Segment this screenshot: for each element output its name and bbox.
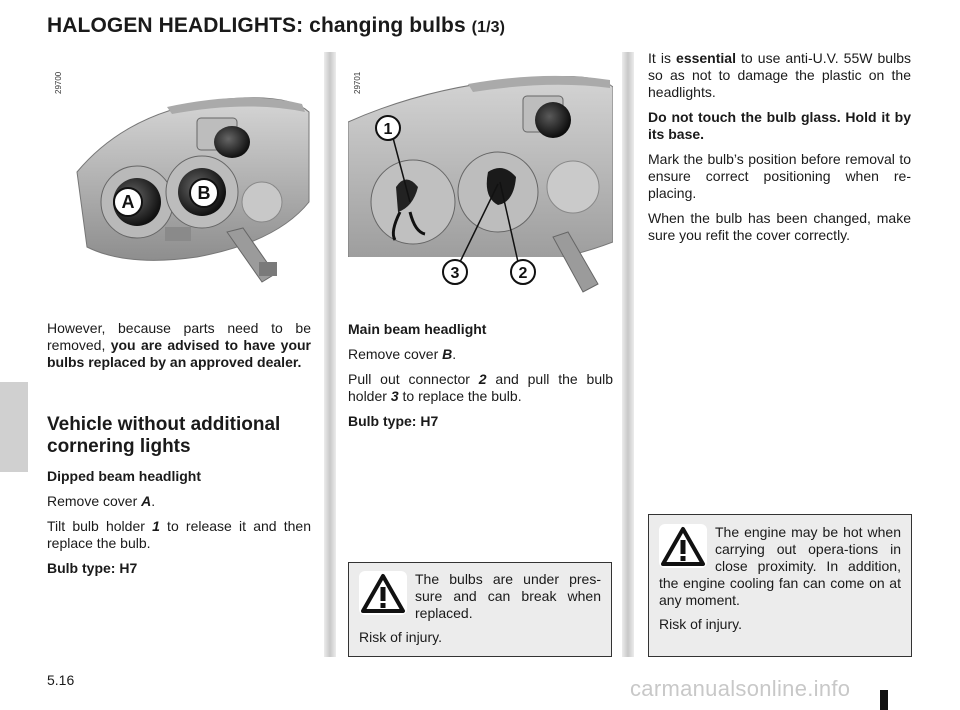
dipped-beam-section (47, 468, 311, 585)
column-divider-left (324, 52, 336, 657)
main-bulb-type: Bulb type: H7 (348, 413, 439, 429)
warning-triangle-icon (359, 571, 407, 615)
main-pull-1: Pull out connector (348, 371, 479, 387)
warning-bulbs-risk: Risk of injury. (359, 629, 442, 645)
dipped-tilt-suffix: to release it and then replace the bulb. (47, 518, 311, 551)
warning-engine-risk: Risk of injury. (659, 616, 742, 632)
dipped-bulb-type: Bulb type: H7 (47, 560, 138, 576)
callout-lines-middle (348, 52, 613, 302)
main-pull-2: and pull the bulb holder (348, 371, 614, 404)
page-number: 5.16 (47, 672, 75, 688)
dipped-remove-suffix: . (151, 493, 156, 509)
main-pull-ref1: 2 (478, 371, 487, 387)
mark-position-paragraph: Mark the bulb’s position before removal to ensure correct positioning when re-placing. (648, 151, 911, 201)
column-3-text (648, 50, 911, 252)
main-remove-suffix: . (452, 346, 457, 362)
dipped-beam-title: Dipped beam headlight (47, 468, 202, 484)
intro-paragraph (47, 320, 311, 371)
main-pull-3: to replace the bulb. (398, 388, 522, 404)
label-1-text: 1 (383, 121, 393, 138)
main-remove-prefix: Remove cover (348, 346, 443, 362)
column-1-text (47, 320, 311, 379)
warning-triangle-icon (659, 524, 707, 568)
uv-bulbs-paragraph (648, 50, 911, 101)
bulb-glass-paragraph: Do not touch the bulb glass. Hold it by its base. (648, 109, 911, 142)
figure-ref-left: 29700 (54, 71, 63, 94)
dipped-remove-cover (47, 493, 311, 510)
intro-bold: you are advised to have your bulbs replaced by an approved dealer. (47, 337, 311, 370)
label-2-text: 2 (518, 265, 528, 282)
page-title (47, 14, 505, 38)
main-remove-cover (348, 346, 613, 363)
page-title-text: HALOGEN HEADLIGHTS: changing bulbs (47, 14, 466, 37)
main-beam-title: Main beam headlight (348, 321, 487, 337)
intro-plain: However, because parts need to be removed, (47, 320, 311, 353)
main-pull-connector (348, 371, 613, 405)
warning-bulbs-text: The bulbs are under pres-sure and can break when replaced. (415, 571, 601, 621)
warning-box-engine (648, 514, 912, 657)
label-2-callout (509, 258, 537, 286)
chapter-tab (0, 382, 28, 472)
headlight-figure-left (47, 52, 312, 297)
dipped-tilt-ref: 1 (152, 518, 160, 534)
uv-prefix: It is (648, 50, 677, 66)
label-b-text: B (197, 183, 211, 203)
column-divider-right (622, 52, 634, 657)
page-title-part: (1/3) (471, 19, 506, 36)
headlight-illustration-ab (47, 52, 312, 297)
main-remove-ref: B (442, 346, 453, 362)
dipped-remove-ref: A (141, 493, 152, 509)
label-b-callout (188, 177, 220, 209)
footer-watermark: carmanualsonline.info (630, 676, 851, 701)
label-3-text: 3 (450, 265, 460, 282)
main-pull-ref2: 3 (390, 388, 399, 404)
label-a-callout (112, 186, 144, 218)
footer-bar (880, 690, 888, 710)
dipped-tilt-holder (47, 518, 311, 552)
dipped-tilt-prefix: Tilt bulb holder (47, 518, 153, 534)
uv-suffix: to use anti-U.V. 55W bulbs so as not to damage the plastic on the headlights. (648, 50, 911, 100)
warning-box-bulbs (348, 562, 612, 657)
section-heading: Vehicle without additional cornering lights (47, 414, 281, 457)
uv-bold: essential (676, 50, 736, 66)
main-beam-section (348, 321, 613, 438)
figure-ref-middle: 29701 (353, 71, 362, 94)
dipped-remove-prefix: Remove cover (47, 493, 142, 509)
warning-engine-text: The engine may be hot when carrying out opera-tions in close proximity. In addition, the engine cooling fan can come on at any moment. (659, 524, 901, 608)
refit-cover-paragraph: When the bulb has been changed, make sure you refit the cover correctly. (648, 210, 911, 243)
label-1-callout (374, 114, 402, 142)
label-a-text: A (121, 192, 135, 212)
label-3-callout (441, 258, 469, 286)
